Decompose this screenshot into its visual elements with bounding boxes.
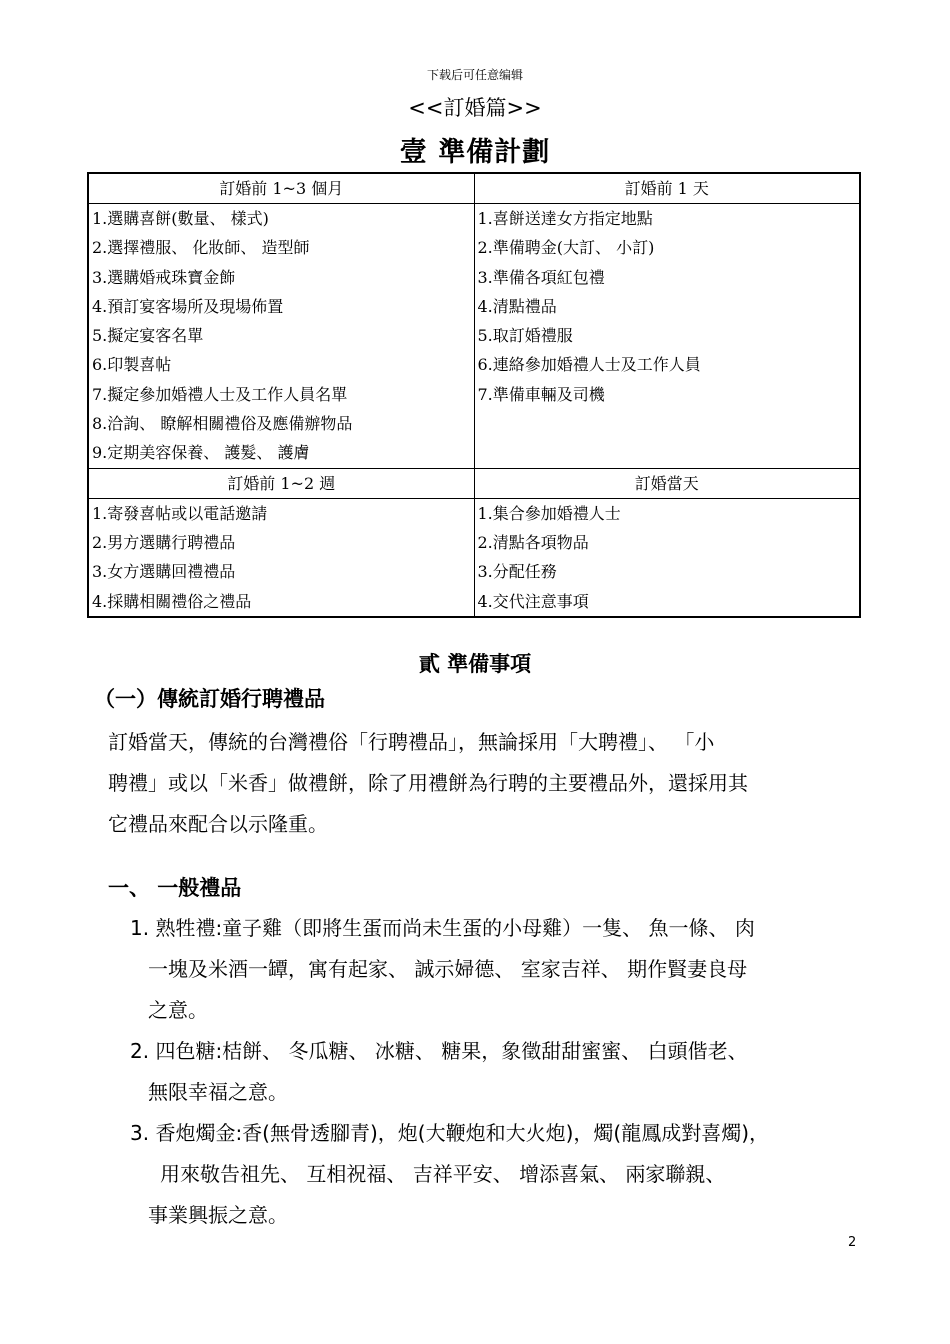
plan-item: 2.選擇禮服、 化妝師、 造型師 — [92, 238, 310, 258]
gift-item-continuation: 無限幸福之意。 — [148, 1080, 288, 1104]
gift-item: 2. 四色糖:桔餅、 冬瓜糖、 冰糖、 糖果，象徵甜甜蜜蜜、 白頭偕老、 — [130, 1039, 748, 1063]
plan-item: 7.擬定參加婚禮人士及工作人員名單 — [92, 384, 348, 404]
section1-paragraph — [108, 722, 868, 845]
preparation-plan-table — [87, 172, 861, 618]
plan-header-row — [88, 173, 860, 204]
plan-item: 5.取訂婚禮服 — [477, 326, 573, 346]
gift-item-continuation: 用來敬告祖先、 互相祝福、 吉祥平安、 增添喜氣、 兩家聯親、 — [160, 1162, 726, 1186]
plan-period-header: 訂婚前 1~3 個月 — [88, 173, 474, 204]
plan-item: 3.準備各項紅包禮 — [477, 267, 605, 287]
plan-period-header: 訂婚當天 — [474, 468, 860, 498]
plan-header-row — [88, 468, 860, 498]
subsection-title: 一、 一般禮品 — [108, 876, 242, 900]
plan-items-cell — [474, 498, 860, 617]
plan-item: 9.定期美容保養、 護髮、 護膚 — [92, 443, 310, 463]
plan-items-cell — [88, 204, 474, 469]
gift-item-continuation: 一塊及米酒一罈，寓有起家、 誠示婦德、 室家吉祥、 期作賢妻良母 — [148, 957, 748, 981]
plan-item: 7.準備車輛及司機 — [477, 384, 605, 404]
plan-items-cell — [88, 498, 474, 617]
plan-item: 4.預訂宴客場所及現場佈置 — [92, 296, 284, 316]
plan-item: 1.集合參加婚禮人士 — [477, 503, 621, 523]
plan-item: 5.擬定宴客名單 — [92, 326, 204, 346]
plan-item: 3.分配任務 — [477, 562, 557, 582]
plan-item: 2.清點各項物品 — [477, 532, 589, 552]
plan-item: 2.男方選購行聘禮品 — [92, 532, 236, 552]
plan-item: 2.準備聘金(大訂、 小訂) — [477, 238, 655, 258]
plan-period-header: 訂婚前 1~2 週 — [88, 468, 474, 498]
plan-item: 4.清點禮品 — [477, 296, 557, 316]
plan-item: 4.交代注意事項 — [477, 591, 589, 611]
plan-item: 6.印製喜帖 — [92, 355, 172, 375]
plan-item: 1.喜餅送達女方指定地點 — [477, 209, 653, 228]
plan-item: 3.女方選購回禮禮品 — [92, 562, 236, 582]
plan-period-header: 訂婚前 1 天 — [474, 173, 860, 204]
plan-item: 1.寄發喜帖或以電話邀請 — [92, 503, 268, 523]
section1-title: （一）傳統訂婚行聘禮品 — [94, 687, 325, 711]
paragraph-line: 它禮品來配合以示隆重。 — [108, 812, 328, 836]
gift-item: 1. 熟牲禮:童子雞（即將生蛋而尚未生蛋的小母雞）一隻、 魚一條、 肉 — [130, 916, 755, 940]
section-heading: <<訂婚篇>> — [408, 96, 542, 120]
paragraph-line: 訂婚當天，傳統的台灣禮俗「行聘禮品」，無論採用「大聘禮」、 「小 — [108, 730, 715, 754]
header-note: 下载后可任意编辑 — [426, 68, 523, 82]
paragraph-line: 聘禮」或以「米香」做禮餅，除了用禮餅為行聘的主要禮品外，還採用其 — [108, 771, 748, 795]
gift-item-continuation: 事業興振之意。 — [148, 1203, 288, 1227]
gift-item: 3. 香炮燭金:香(無骨透腳青)，炮(大鞭炮和大火炮)，燭(龍鳳成對喜燭)， — [130, 1121, 769, 1145]
gift-item-continuation: 之意。 — [148, 998, 208, 1022]
plan-items-row — [88, 204, 860, 469]
plan-item: 1.選購喜餅(數量、 樣式) — [92, 209, 269, 228]
plan-item: 6.連絡參加婚禮人士及工作人員 — [477, 355, 701, 375]
plan-item: 8.洽詢、 瞭解相關禮俗及應備辦物品 — [92, 414, 353, 434]
plan-items-row — [88, 498, 860, 617]
plan-items-cell — [474, 204, 860, 469]
plan-item: 4.採購相關禮俗之禮品 — [92, 591, 252, 611]
gift-list — [130, 908, 890, 1236]
sub-title: 貳 準備事項 — [418, 652, 532, 676]
page-number: 2 — [848, 1235, 857, 1250]
plan-item: 3.選購婚戒珠寶金飾 — [92, 267, 236, 287]
page-title: 壹 準備計劃 — [399, 137, 551, 168]
